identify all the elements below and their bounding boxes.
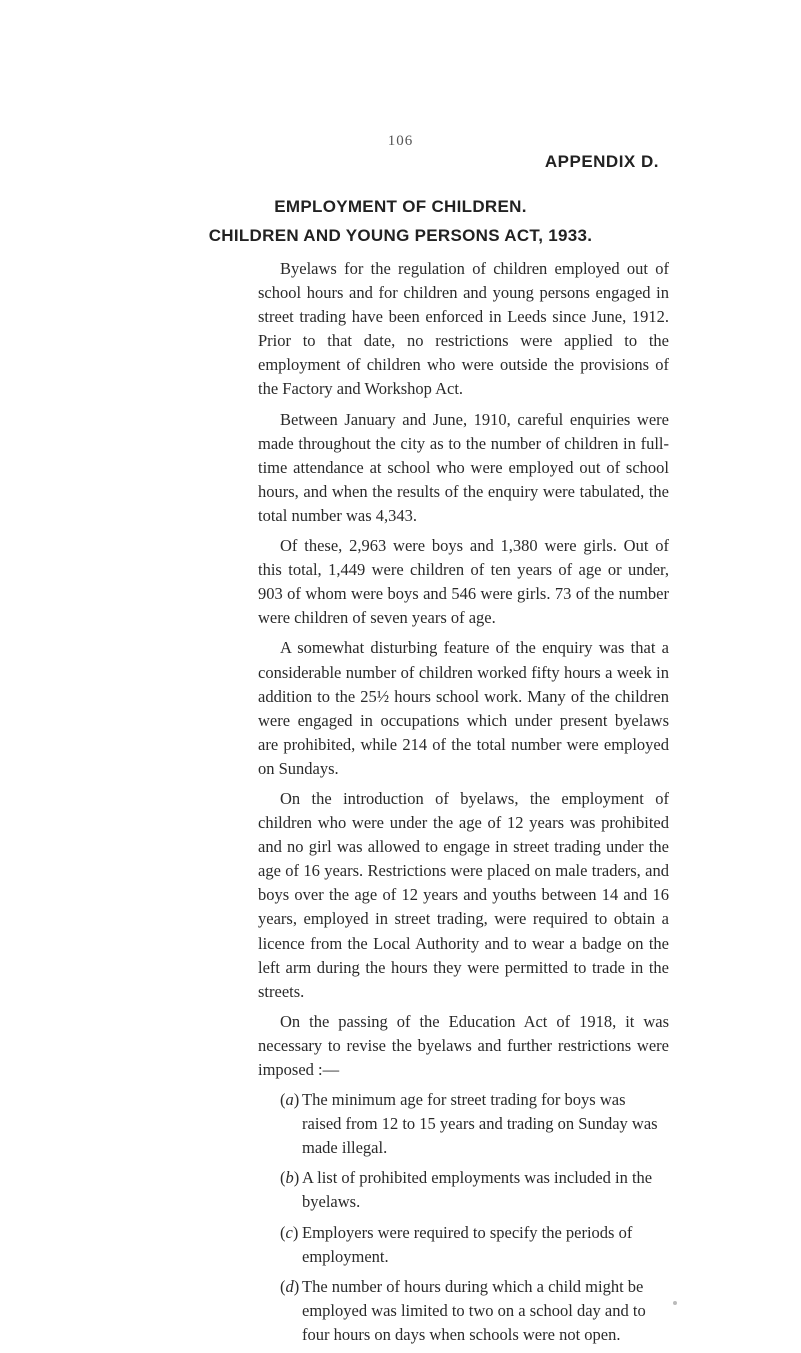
list-marker: (b) <box>280 1168 300 1188</box>
list-marker: (a) <box>280 1090 300 1110</box>
decorative-dot <box>673 1301 677 1305</box>
paragraph-introduction-of-byelaws: On the introduction of byelaws, the employment of children who were under the age of 12 years was prohibited and no girl was allowed to engage in street trading under the age of 16 years. Restrictions were placed on male traders, and boys over the age of 12 years and youths between 14 and 16 years, employed in street trading, were required to obtain a licence from the Local Authority and to wear a badge on the left arm during the hours they were permitted to trade in the streets. <box>258 788 669 1001</box>
list-item-text: The number of hours during which a child might be employed was limited to two on a school day and to four hours on days when schools were not open. <box>302 1276 646 1344</box>
list-item <box>258 1166 669 1214</box>
list-marker: (c) <box>280 1222 299 1242</box>
list-item-text: Employers were required to specify the periods of employment. <box>302 1222 633 1266</box>
section-title: EMPLOYMENT OF CHILDREN. <box>274 197 527 216</box>
list-item-text: A list of prohibited employments was included in the byelaws. <box>302 1168 653 1212</box>
section-subtitle: CHILDREN AND YOUNG PERSONS ACT, 1933. <box>208 226 593 245</box>
paragraph-boys-girls-breakdown: Of these, 2,963 were boys and 1,380 were girls. Out of this total, 1,449 were children of ten years of age or under, 903 of whom were boys and 546 were girls. 73 of the number were children of seven years of age. <box>258 536 669 628</box>
list-item <box>258 1088 669 1160</box>
restrictions-list <box>258 1088 669 1347</box>
paragraph-education-act-1918: On the passing of the Education Act of 1918, it was necessary to revise the byelaws and further restrictions were imposed :— <box>258 1011 669 1079</box>
paragraph-disturbing-feature: A somewhat disturbing feature of the enquiry was that a considerable number of children worked fifty hours a week in addition to the 25½ hours school work. Many of the children were engaged in occupations which under present byelaws are prohibited, while 214 of the total number were employed on Sundays. <box>258 638 669 778</box>
appendix-label: APPENDIX D. <box>544 152 659 171</box>
paragraph-enquiry-1910: Between January and June, 1910, careful enquiries were made throughout the city as to the number of children in full-time attendance at school who were employed out of school hours, and when the results of the enquiry were tabulated, the total number was 4,343. <box>258 409 669 525</box>
body-text <box>258 257 669 1353</box>
list-item <box>258 1275 669 1347</box>
list-marker: (d) <box>280 1276 300 1296</box>
page-number: 106 <box>387 133 414 149</box>
list-item-text: The minimum age for street trading for boys was raised from 12 to 15 years and trading on Sunday was made illegal. <box>302 1090 658 1158</box>
list-item <box>258 1221 669 1269</box>
paragraph-byelaws-history: Byelaws for the regulation of children employed out of school hours and for children and young persons engaged in street trading have been enforced in Leeds since June, 1912. Prior to that date, no restrictions were applied to the employment of children who were outside the provisions of the Factory and Workshop Act. <box>258 259 669 399</box>
